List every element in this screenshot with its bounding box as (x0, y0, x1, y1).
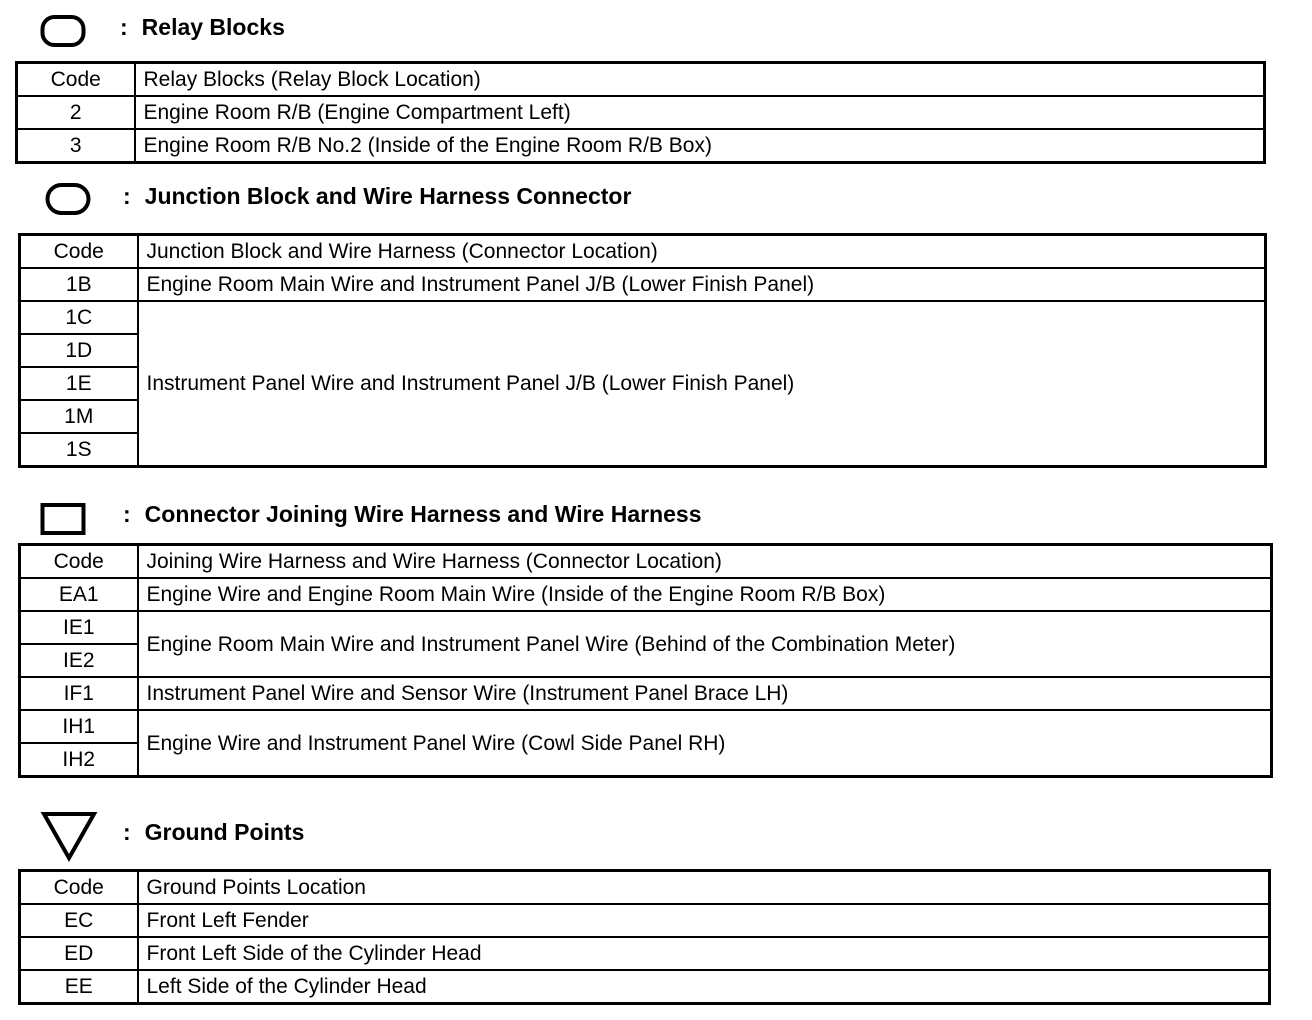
table-row (20, 970, 1270, 1004)
row-desc: Instrument Panel Wire and Instrument Panel J/B (Lower Finish Panel) (138, 301, 1266, 467)
table-row (20, 301, 1266, 334)
header-desc: Ground Points Location (138, 871, 1270, 905)
table-header-row (20, 871, 1270, 905)
junction-block-table (18, 233, 1267, 468)
row-code: 1S (20, 433, 138, 467)
row-code: 1M (20, 400, 138, 433)
section-colon: : (123, 819, 131, 845)
row-desc: Engine Room R/B No.2 (Inside of the Engine Room R/B Box) (135, 129, 1265, 163)
row-code: 1D (20, 334, 138, 367)
connector-joining-table (18, 543, 1273, 778)
table-row (20, 677, 1272, 710)
row-desc: Engine Wire and Instrument Panel Wire (Cowl Side Panel RH) (138, 710, 1272, 777)
header-code: Code (20, 235, 138, 269)
section-colon: : (120, 14, 128, 40)
rectangle-icon (40, 502, 86, 536)
row-code: 1C (20, 301, 138, 334)
section-title-connector-joining (123, 500, 702, 528)
header-desc: Joining Wire Harness and Wire Harness (Connector Location) (138, 545, 1272, 579)
table-row (20, 611, 1272, 644)
row-code: 1E (20, 367, 138, 400)
section-title-relay-blocks (120, 13, 285, 41)
header-desc: Relay Blocks (Relay Block Location) (135, 63, 1265, 97)
row-desc: Front Left Fender (138, 904, 1270, 937)
row-code: EC (20, 904, 138, 937)
header-code: Code (17, 63, 135, 97)
row-code: EE (20, 970, 138, 1004)
table-row (20, 268, 1266, 301)
relay-blocks-table (15, 61, 1266, 164)
row-code: IE2 (20, 644, 138, 677)
section-title-text: Ground Points (144, 819, 305, 845)
header-code: Code (20, 871, 138, 905)
row-code: IE1 (20, 611, 138, 644)
table-row (20, 937, 1270, 970)
section-title-junction-block (123, 182, 631, 210)
section-title-text: Junction Block and Wire Harness Connector (144, 183, 632, 209)
table-row (20, 578, 1272, 611)
header-code: Code (20, 545, 138, 579)
row-desc: Front Left Side of the Cylinder Head (138, 937, 1270, 970)
section-colon: : (123, 501, 131, 527)
row-code: ED (20, 937, 138, 970)
row-code: 1B (20, 268, 138, 301)
section-title-ground-points (123, 818, 304, 846)
table-row (17, 129, 1265, 163)
table-row (20, 710, 1272, 743)
table-header-row (20, 235, 1266, 269)
table-header-row (17, 63, 1265, 97)
row-desc: Left Side of the Cylinder Head (138, 970, 1270, 1004)
header-desc: Junction Block and Wire Harness (Connector Location) (138, 235, 1266, 269)
row-code: IH1 (20, 710, 138, 743)
section-title-text: Connector Joining Wire Harness and Wire Harness (144, 501, 702, 527)
rounded-rect-icon (40, 14, 86, 48)
row-code: EA1 (20, 578, 138, 611)
table-header-row (20, 545, 1272, 579)
row-desc: Engine Wire and Engine Room Main Wire (Inside of the Engine Room R/B Box) (138, 578, 1272, 611)
row-code: IF1 (20, 677, 138, 710)
table-row (20, 904, 1270, 937)
row-code: 2 (17, 96, 135, 129)
table-row (17, 96, 1265, 129)
row-desc: Instrument Panel Wire and Sensor Wire (Instrument Panel Brace LH) (138, 677, 1272, 710)
section-colon: : (123, 183, 131, 209)
row-desc: Engine Room Main Wire and Instrument Panel J/B (Lower Finish Panel) (138, 268, 1266, 301)
ground-points-table (18, 869, 1271, 1005)
oval-icon (45, 182, 91, 216)
row-code: 3 (17, 129, 135, 163)
row-code: IH2 (20, 743, 138, 777)
row-desc: Engine Room R/B (Engine Compartment Left) (135, 96, 1265, 129)
section-title-text: Relay Blocks (141, 14, 285, 40)
row-desc: Engine Room Main Wire and Instrument Panel Wire (Behind of the Combination Meter) (138, 611, 1272, 677)
triangle-down-icon (40, 810, 98, 862)
